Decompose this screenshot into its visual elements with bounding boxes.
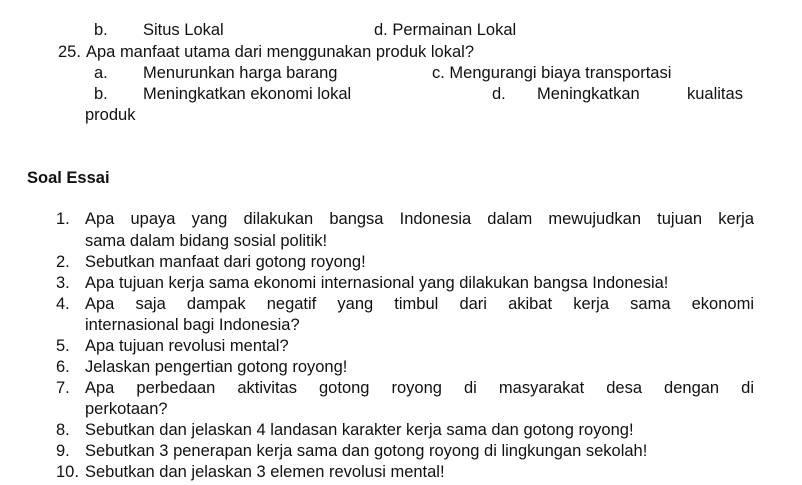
option-text: Meningkatkan: [537, 85, 640, 103]
section-heading: Soal Essai: [27, 169, 110, 187]
item-number: 8.: [56, 421, 70, 439]
option-letter: b.: [94, 85, 108, 103]
item-text: Apa tujuan kerja sama ekonomi internasional yang dilakukan bangsa Indonesia!: [85, 274, 669, 292]
item-text: Apa upaya yang dilakukan bangsa Indonesia dalam mewujudkan tujuan kerja: [85, 210, 754, 228]
item-number: 7.: [56, 379, 70, 397]
item-text: internasional bagi Indonesia?: [85, 316, 300, 334]
option-letter: b.: [94, 21, 108, 39]
question-text: Apa manfaat utama dari menggunakan produk lokal?: [86, 43, 474, 61]
item-number: 2.: [56, 253, 70, 271]
option-text: Menurunkan harga barang: [143, 64, 338, 82]
item-number: 6.: [56, 358, 70, 376]
option-text: produk: [85, 106, 136, 124]
option-text: Meningkatkan ekonomi lokal: [143, 85, 352, 103]
item-number: 5.: [56, 337, 70, 355]
option-text: c. Mengurangi biaya transportasi: [432, 64, 672, 82]
option-letter: d.: [492, 85, 506, 103]
question-number: 25.: [58, 43, 81, 61]
item-number: 3.: [56, 274, 70, 292]
item-text: Sebutkan dan jelaskan 3 elemen revolusi mental!: [85, 463, 445, 481]
item-text: Sebutkan dan jelaskan 4 landasan karakter kerja sama dan gotong royong!: [85, 421, 634, 439]
option-text: Situs Lokal: [143, 21, 224, 39]
option-text: kualitas: [687, 85, 743, 103]
item-number: 1.: [56, 210, 70, 228]
item-text: Jelaskan pengertian gotong royong!: [85, 358, 348, 376]
item-text: Apa tujuan revolusi mental?: [85, 337, 289, 355]
item-text: Sebutkan manfaat dari gotong royong!: [85, 253, 366, 271]
item-text: Apa saja dampak negatif yang timbul dari akibat kerja sama ekonomi: [85, 295, 754, 313]
item-text: sama dalam bidang sosial politik!: [85, 232, 328, 250]
item-number: 10.: [56, 463, 79, 481]
item-text: perkotaan?: [85, 400, 168, 418]
option-letter: a.: [94, 64, 108, 82]
item-number: 4.: [56, 295, 70, 313]
item-text: Apa perbedaan aktivitas gotong royong di masyarakat desa dengan di: [85, 379, 754, 397]
item-text: Sebutkan 3 penerapan kerja sama dan gotong royong di lingkungan sekolah!: [85, 442, 648, 460]
item-number: 9.: [56, 442, 70, 460]
option-text: d. Permainan Lokal: [374, 21, 517, 39]
